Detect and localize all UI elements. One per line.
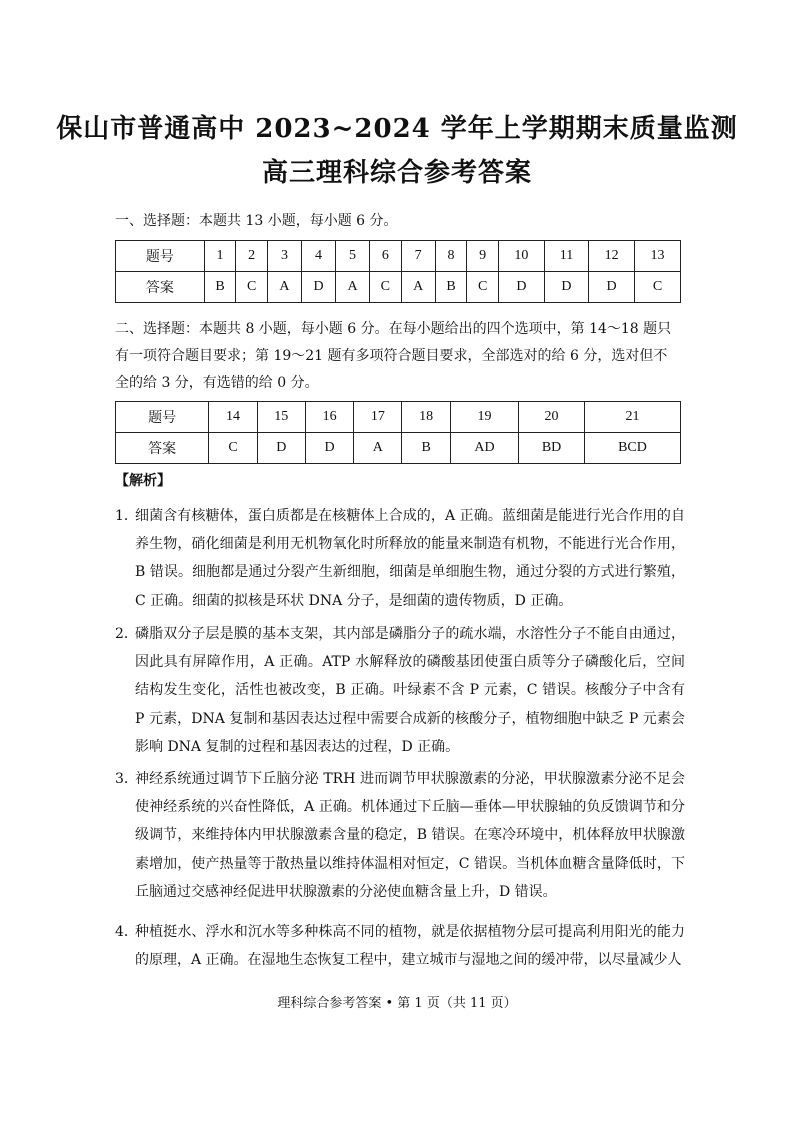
- table-cell: D: [544, 272, 588, 303]
- table-cell: BCD: [584, 433, 680, 464]
- row-label: 题号: [116, 241, 205, 272]
- table-cell: AD: [450, 433, 518, 464]
- table-cell: C: [370, 272, 402, 303]
- item-text: 细菌含有核糖体，蛋白质都是在核糖体上合成的，A 正确。蓝细菌是能进行光合作用的自养生物，硝化细菌是利用无机物氧化时所释放的能量来制造有机物，不能进行光合作用，B 错误。细胞都是通过分裂产生新细胞，细菌是单细胞生物，通过分裂的方式进行繁殖，C 正确。细菌的拟核是环状 DNA 分子，是细菌的遗传物质，D 正确。: [135, 508, 685, 609]
- table-cell: 14: [209, 402, 257, 433]
- item-number: 3．: [115, 771, 138, 787]
- table-cell: 15: [257, 402, 305, 433]
- table-cell: C: [635, 272, 681, 303]
- page-subtitle: 高三理科综合参考答案: [261, 158, 532, 188]
- section-2-heading: 二、选择题：本题共 8 小题，每小题 6 分。在每小题给出的四个选项中，第 14～18 题只有一项符合题目要求；第 19～21 题有多项符合题目要求，全部选对的给 6 分，选对但不全的给 3 分，有选错的给 0 分。: [115, 321, 672, 391]
- table-cell: D: [302, 272, 336, 303]
- table-cell: 3: [267, 241, 301, 272]
- item-number: 4．: [115, 924, 138, 940]
- table-cell: B: [435, 272, 467, 303]
- table-cell: C: [467, 272, 499, 303]
- table-row-numbers: [116, 241, 681, 272]
- table-cell: D: [257, 433, 305, 464]
- analysis-item-1: [115, 502, 685, 615]
- item-text: 种植挺水、浮水和沉水等多种株高不同的植物，就是依据植物分层可提高利用阳光的能力的原理，A 正确。在湿地生态恢复工程中，建立城市与湿地之间的缓冲带，以尽量减少人: [135, 924, 685, 969]
- table-cell: 12: [589, 241, 635, 272]
- item-text: 磷脂双分子层是膜的基本支架，其内部是磷脂分子的疏水端，水溶性分子不能自由通过，因此具有屏障作用，A 正确。ATP 水解释放的磷酸基团使蛋白质等分子磷酸化后，空间结构发生变化，活性也被改变，B 正确。叶绿素不含 P 元素，C 错误。核酸分子中含有 P 元素，DNA 复制和基因表达过程中需要合成新的核酸分子，植物细胞中缺乏 P 元素会影响 DNA 复制的过程和基因表达的过程，D 正确。: [135, 626, 685, 755]
- table-cell: 21: [584, 402, 680, 433]
- table-cell: C: [209, 433, 257, 464]
- table-row-answers: [116, 433, 681, 464]
- table-cell: 16: [305, 402, 353, 433]
- answer-table-2: [115, 401, 681, 464]
- table-cell: 2: [236, 241, 268, 272]
- table-cell: D: [305, 433, 353, 464]
- answer-table-1: [115, 240, 681, 303]
- table-cell: 4: [302, 241, 336, 272]
- row-label: 答案: [116, 272, 205, 303]
- section-1-heading: 一、选择题：本题共 13 小题，每小题 6 分。: [115, 213, 398, 229]
- table-cell: 11: [544, 241, 588, 272]
- table-cell: 17: [354, 402, 402, 433]
- table-cell: 5: [336, 241, 370, 272]
- table-cell: 8: [435, 241, 467, 272]
- table-cell: D: [498, 272, 544, 303]
- table-cell: 1: [204, 241, 236, 272]
- table-cell: 18: [402, 402, 450, 433]
- table-cell: A: [401, 272, 435, 303]
- page-footer: 理科综合参考答案 • 第 1 页（共 11 页）: [277, 996, 517, 1011]
- page-title: 保山市普通高中 2023~2024 学年上学期期末质量监测: [56, 114, 738, 144]
- analysis-item-2: [115, 620, 685, 761]
- table-cell: 20: [519, 402, 585, 433]
- table-cell: A: [354, 433, 402, 464]
- table-cell: B: [402, 433, 450, 464]
- item-number: 2．: [115, 626, 138, 642]
- table-cell: BD: [519, 433, 585, 464]
- item-text: 神经系统通过调节下丘脑分泌 TRH 进而调节甲状腺激素的分泌，甲状腺激素分泌不足会使神经系统的兴奋性降低，A 正确。机体通过下丘脑—垂体—甲状腺轴的负反馈调节和分级调节，来维持体内甲状腺激素含量的稳定，B 错误。在寒冷环境中，机体释放甲状腺激素增加，使产热量等于散热量以维持体温相对恒定，C 错误。当机体血糖含量降低时，下丘脑通过交感神经促进甲状腺激素的分泌使血糖含量上升，D 错误。: [135, 771, 685, 900]
- table-row-answers: [116, 272, 681, 303]
- table-cell: A: [336, 272, 370, 303]
- analysis-item-3: [115, 765, 685, 906]
- table-cell: C: [236, 272, 268, 303]
- table-cell: D: [589, 272, 635, 303]
- table-cell: 6: [370, 241, 402, 272]
- row-label: 题号: [116, 402, 209, 433]
- row-label: 答案: [116, 433, 209, 464]
- table-cell: 19: [450, 402, 518, 433]
- table-cell: 9: [467, 241, 499, 272]
- table-cell: B: [204, 272, 236, 303]
- table-cell: A: [267, 272, 301, 303]
- table-cell: 13: [635, 241, 681, 272]
- analysis-item-4: [115, 918, 685, 974]
- table-row-numbers: [116, 402, 681, 433]
- table-cell: 7: [401, 241, 435, 272]
- analysis-heading: 【解析】: [115, 473, 171, 489]
- table-cell: 10: [498, 241, 544, 272]
- item-number: 1．: [115, 508, 138, 524]
